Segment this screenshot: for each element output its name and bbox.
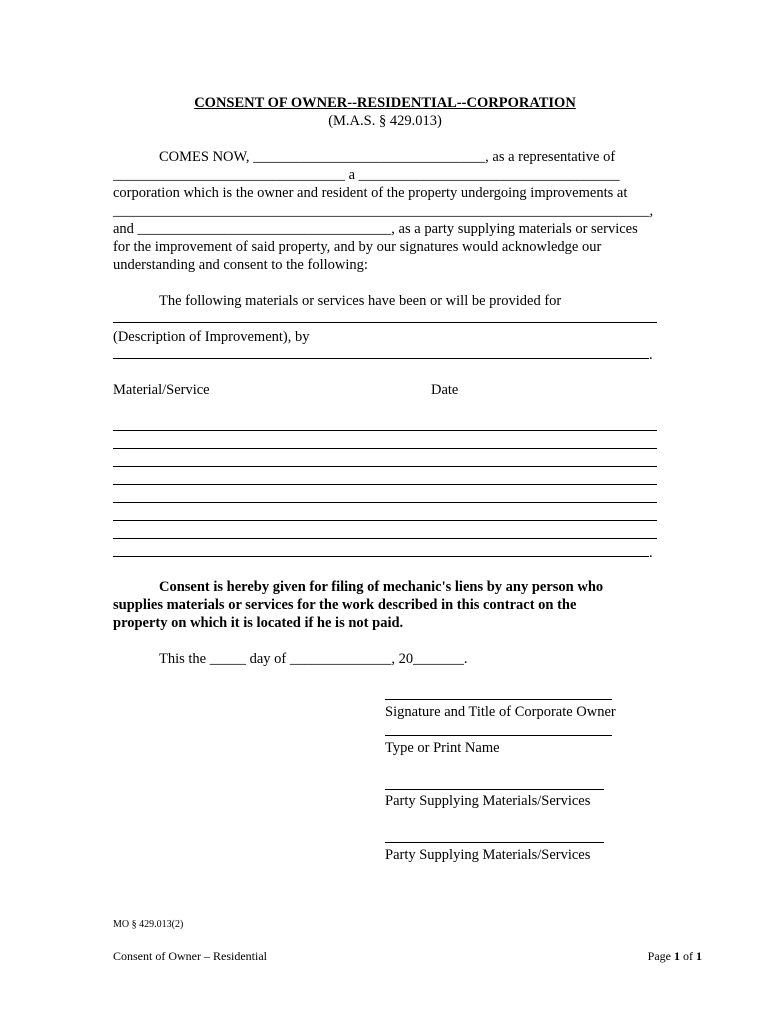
material-row-line — [113, 538, 657, 539]
date-line: This the _____ day of ______________, 20_______. — [159, 651, 468, 667]
consent-line1: Consent is hereby given for filing of mechanic's liens by any person who — [159, 579, 604, 595]
material-row-line — [113, 556, 649, 557]
statute-reference: (M.A.S. § 429.013) — [328, 113, 442, 129]
signature-label-supplier-2: Party Supplying Materials/Services — [385, 847, 591, 863]
para1-line1: COMES NOW, ________________________________, as a representative of — [159, 149, 616, 165]
para1-line3: corporation which is the owner and resident of the property undergoing improvements at — [113, 185, 628, 201]
page-number — [648, 949, 702, 964]
material-row-line — [113, 430, 657, 431]
signature-label-corporate-owner: Signature and Title of Corporate Owner — [385, 704, 616, 720]
signature-label-print-name: Type or Print Name — [385, 740, 500, 756]
material-row-line — [113, 448, 657, 449]
page-prefix: Page — [647, 949, 674, 963]
footer-title: Consent of Owner – Residential — [113, 949, 267, 963]
signature-label-supplier-1: Party Supplying Materials/Services — [385, 793, 591, 809]
signature-line-supplier-1 — [385, 789, 604, 790]
improvement-blank-line — [113, 322, 657, 323]
page-current: 1 — [674, 949, 680, 963]
para1-line7: understanding and consent to the following: — [113, 257, 368, 273]
page-of: of — [680, 949, 696, 963]
date-header: Date — [431, 382, 459, 398]
para2-line1: The following materials or services have been or will be provided for — [159, 293, 562, 309]
para2-period: . — [649, 347, 653, 363]
material-service-header: Material/Service — [113, 382, 210, 398]
material-list-period: . — [649, 545, 653, 561]
para1-line4: __________________________________________________________________________, — [113, 203, 654, 219]
supplier-blank-line — [113, 358, 649, 359]
consent-line3: property on which it is located if he is not paid. — [113, 615, 404, 631]
form-code: MO § 429.013(2) — [113, 919, 184, 930]
consent-line2: supplies materials or services for the work described in this contract on the — [113, 597, 577, 613]
para1-line6: for the improvement of said property, and by our signatures would acknowledge our — [113, 239, 602, 255]
para2-line2: (Description of Improvement), by — [113, 329, 310, 345]
document-title: CONSENT OF OWNER--RESIDENTIAL--CORPORATION — [194, 95, 576, 111]
para1-line2: ________________________________ a ____________________________________ — [113, 167, 620, 183]
material-row-line — [113, 520, 657, 521]
para1-line5: and ___________________________________, as a party supplying materials or services — [113, 221, 638, 237]
material-row-line — [113, 502, 657, 503]
signature-line-print-name — [385, 735, 612, 736]
material-row-line — [113, 484, 657, 485]
material-row-line — [113, 466, 657, 467]
signature-line-supplier-2 — [385, 842, 604, 843]
page-total: 1 — [696, 949, 702, 963]
signature-line-corporate-owner — [385, 699, 612, 700]
